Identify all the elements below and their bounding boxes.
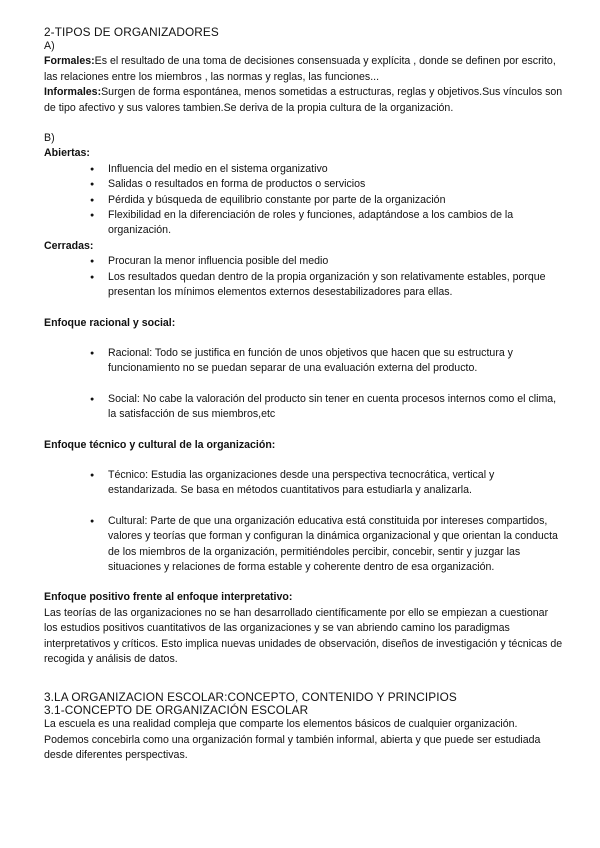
section-3-1-title: 3.1-CONCEPTO DE ORGANIZACIÓN ESCOLAR [44,703,309,718]
racional-heading: Enfoque racional y social: [44,316,176,329]
part-a-label: A) [44,40,55,52]
tecnico-heading: Enfoque técnico y cultural de la organización: [44,438,276,451]
formales-text: Es el resultado de una toma de decisiones consensuada y explícita , donde se definen por escrito, las relaciones entre los miembros , las normas y reglas, las funciones... [44,55,556,83]
section-3-1-paragraph: La escuela es una realidad compleja que comparte los elementos básicos de cualquier organización. Podemos concebirla como una organización formal y también informal, abierta y que puede ser estudiada desde diferentes perspectivas. [44,718,541,762]
formales-paragraph [44,54,564,85]
list-item: ● Salidas o resultados en forma de productos o servicios [44,177,564,192]
section-2-title: 2-TIPOS DE ORGANIZADORES [44,25,219,39]
tecnico-list [44,468,564,575]
document-page [44,26,564,764]
racional-list [44,346,564,423]
list-item: ● Pérdida y búsqueda de equilibrio constante por parte de la organización [44,193,564,208]
list-item: ● Racional: Todo se justifica en función de unos objetivos que hacen que su estructura y funcionamiento no se puedan separar de una evaluación externa del producto. [44,346,564,377]
abiertas-list [44,162,564,239]
cerradas-label: Cerradas: [44,239,94,252]
positivo-heading: Enfoque positivo frente al enfoque interpretativo: [44,591,293,604]
positivo-paragraph: Las teorías de las organizaciones no se han desarrollado científicamente por ello se empiezan a cuestionar los estudios positivos cuantitativos de las organizaciones y se van abriendo camino los paradigmas interpretativos y críticos. Esto implica nuevas unidades de observación, diseños de investigación y técnicas de recogida y análisis de datos. [44,606,563,665]
list-item: ● Social: No cabe la valoración del producto sin tener en cuenta procesos internos como el clima, la satisfacción de sus miembros,etc [44,392,564,423]
abiertas-label: Abiertas: [44,147,90,160]
list-item: ● Influencia del medio en el sistema organizativo [44,162,564,177]
list-item: ● Flexibilidad en la diferenciación de roles y funciones, adaptándose a los cambios de la organización. [44,208,564,239]
list-item: ● Cultural: Parte de que una organización educativa está constituida por intereses compartidos, valores y teorías que forman y configuran la dinámica organizacional y que orientan la conducta de los miembros de la organización, permitiéndoles percibir, concebir, sentir y juzgar las situaciones y relaciones de forma estable y coherente dentro de esa organización. [44,514,564,576]
list-item: ● Los resultados quedan dentro de la propia organización y son relativamente estables, porque presentan los mínimos elementos externos desestabilizadores para ellas. [44,270,564,301]
list-item: ● Procuran la menor influencia posible del medio [44,254,564,269]
informales-text: Surgen de forma espontánea, menos sometidas a estructuras, reglas y objetivos.Sus vínculos son de tipo afectivo y sus valores tambien.Se deriva de la propia cultura de la organización. [44,86,563,114]
list-item: ● Técnico: Estudia las organizaciones desde una perspectiva tecnocrática, vertical y estandarizada. Se basa en métodos cuantitativos para estudiarla y analizarla. [44,468,564,499]
part-b-label: B) [44,132,55,145]
section-3-title: 3.LA ORGANIZACION ESCOLAR:CONCEPTO, CONTENIDO Y PRINCIPIOS [44,690,457,705]
informales-label: Informales: [44,86,102,99]
formales-label: Formales: [44,55,95,68]
cerradas-list [44,254,564,300]
informales-paragraph [44,85,564,116]
